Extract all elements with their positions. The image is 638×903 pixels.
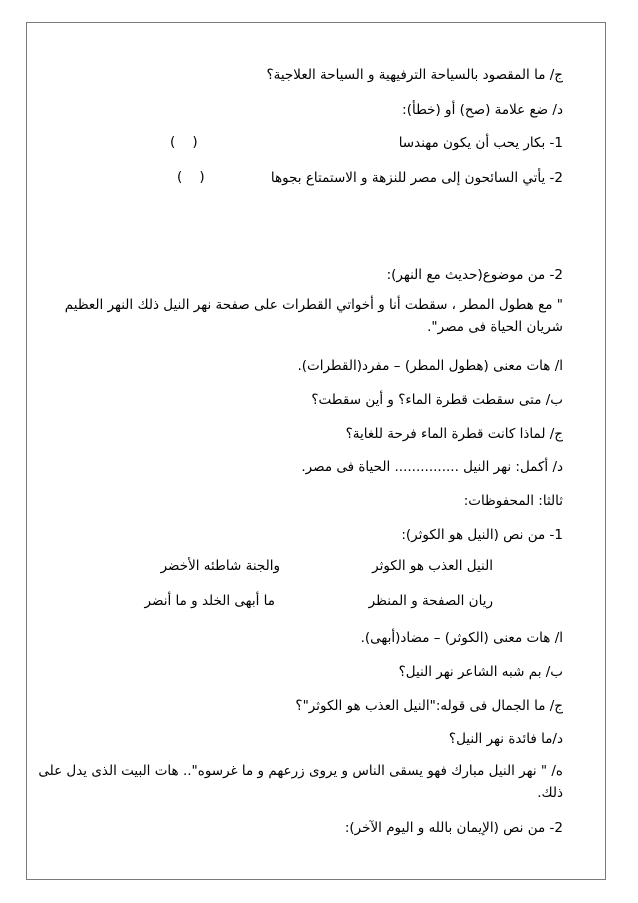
poem-title-nile: 1- من نص (النيل هو الكوثر): bbox=[401, 527, 563, 543]
question-a-meaning: ا/ هات معنى (هطول المطر) – مفرد(القطرات). bbox=[297, 358, 563, 374]
verse-1-first-half: النيل العذب هو الكوثر bbox=[372, 558, 493, 574]
poem-question-d: د/ما فائدة نهر النيل؟ bbox=[448, 731, 563, 747]
worksheet-page bbox=[26, 22, 606, 880]
poem-question-c: ج/ ما الجمال فى قوله:"النيل العذب هو الكوثر"؟ bbox=[295, 698, 563, 714]
question-d-complete: د/ أكمل: نهر النيل ............... الحياة فى مصر. bbox=[301, 459, 563, 475]
poem-question-e: ه/ " نهر النيل مبارك فهو يسقى الناس و يروى زرعهم و ما غرسوه".. هات البيت الذى يدل على ذلك. bbox=[38, 763, 563, 801]
answer-box-2: ( ) bbox=[177, 169, 205, 185]
section-river-talk: 2- من موضوع(حديث مع النهر): bbox=[386, 267, 563, 283]
question-c-why-happy: ج/ لماذا كانت قطرة الماء فرحة للغاية؟ bbox=[345, 426, 563, 442]
verse-1-second-half: والجنة شاطئه الأخضر bbox=[160, 558, 280, 574]
question-d-true-false: د/ ضع علامة (صح) أو (خطأ): bbox=[402, 102, 563, 118]
answer-box-1: ( ) bbox=[170, 134, 198, 150]
section-memorization: ثالثا: المحفوظات: bbox=[463, 493, 563, 509]
quote-paragraph: " مع هطول المطر ، سقطت أنا و أخواتي القطرات على صفحة نهر النيل ذلك النهر العظيم شريان الحياة فى مصر". bbox=[64, 297, 563, 335]
verse-2-second-half: ما أبهى الخلد و ما أنضر bbox=[144, 593, 275, 609]
verse-2-first-half: ريان الصفحة و المنظر bbox=[368, 593, 493, 609]
question-c-tourism: ج/ ما المقصود بالسياحة الترفيهية و السياحة العلاجية؟ bbox=[266, 67, 563, 83]
poem-question-a: ا/ هات معنى (الكوثر) – مضاد(أبهى). bbox=[360, 630, 563, 646]
true-false-item-1: 1- بكار يحب أن يكون مهندسا bbox=[398, 135, 563, 151]
question-b-when-where: ب/ متى سقطت قطرة الماء؟ و أين سقطت؟ bbox=[311, 392, 563, 408]
true-false-item-2: 2- يأتي السائحون إلى مصر للنزهة و الاستمتاع بجوها bbox=[270, 170, 563, 186]
section-faith-poem: 2- من نص (الإيمان بالله و اليوم الآخر): bbox=[344, 820, 563, 836]
poem-question-b: ب/ بم شبه الشاعر نهر النيل؟ bbox=[398, 664, 563, 680]
